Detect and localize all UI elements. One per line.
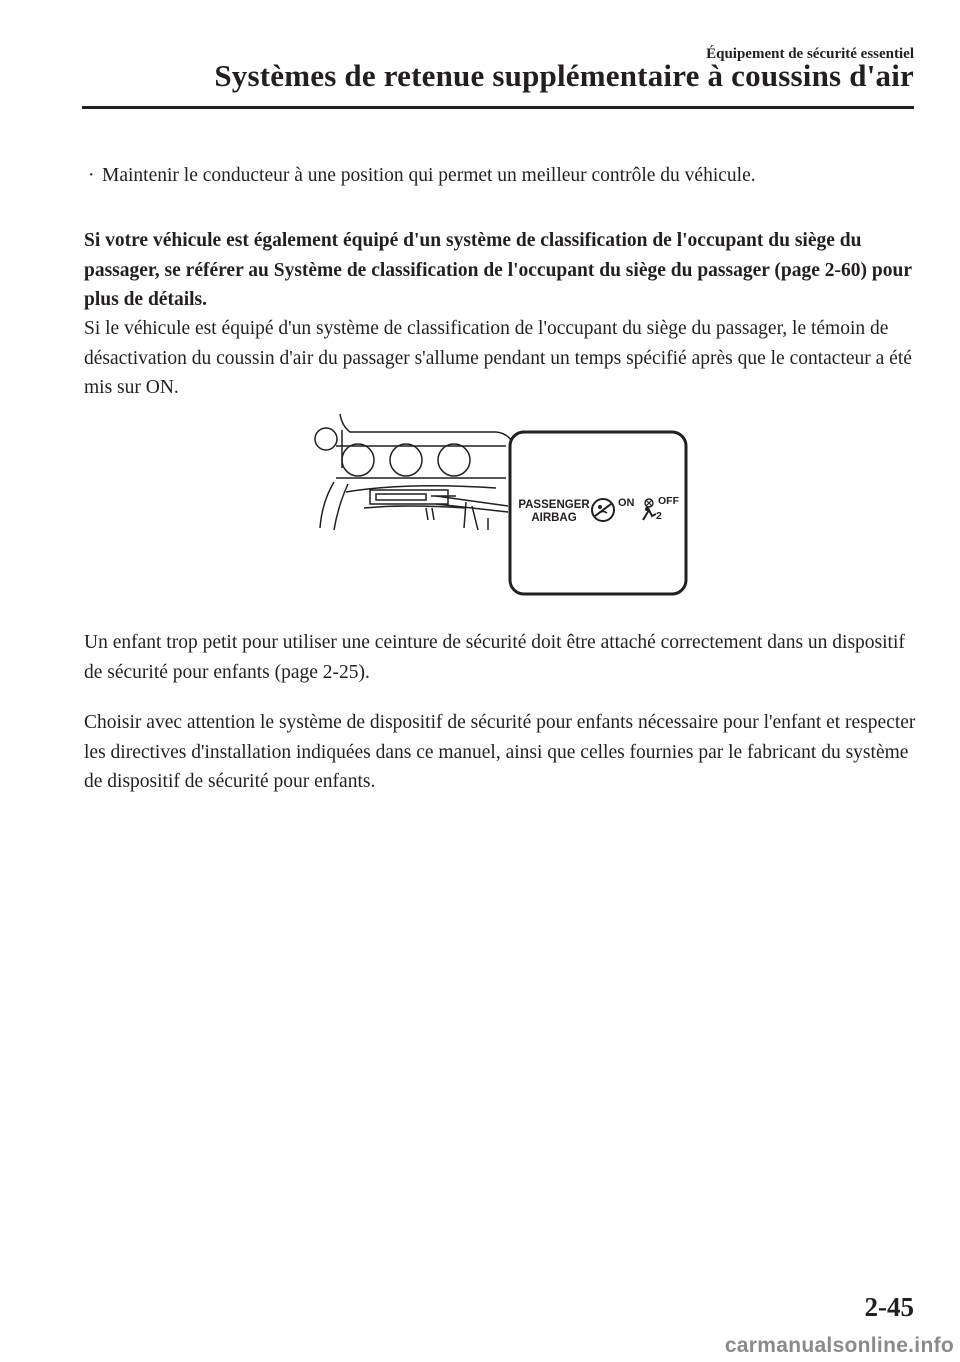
watermark: carmanualsonline.info (724, 1334, 954, 1357)
bullet-text: Maintenir le conducteur à une position qui permet un meilleur contrôle du véhicule. (102, 165, 756, 186)
passenger-label: PASSENGER (518, 499, 590, 511)
dashboard-drawing (315, 414, 511, 530)
off-label: OFF (658, 495, 679, 507)
page-title: Systèmes de retenue supplémentaire à coussins d'air (214, 58, 914, 93)
page-number: 2-45 (864, 1292, 914, 1322)
header-divider (82, 106, 914, 109)
child-restraint-paragraph: Un enfant trop petit pour utiliser une ceinture de sécurité doit être attaché correctement dans un dispositif de sécurité pour enfants (page 2-25). (84, 632, 905, 683)
section-header: Équipement de sécurité essentiel (706, 46, 914, 62)
off-number: 2 (656, 510, 662, 522)
airbag-label: AIRBAG (531, 512, 577, 524)
bullet-dot-icon: · (88, 165, 95, 186)
indicator-paragraph: Si le véhicule est équipé d'un système de classification de l'occupant du siège du passager, le témoin de désactivation du coussin d'air du passager s'allume pendant un temps spécifié après que le contacteur a été mis sur ON. (84, 318, 912, 398)
airbag-indicator-illustration (306, 412, 690, 598)
choose-restraint-paragraph: Choisir avec attention le système de dispositif de sécurité pour enfants nécessaire pour l'enfant et respecter les directives d'installation indiquées dans ce manuel, ainsi que celles fournies par le fabricant du système de dispositif de sécurité pour enfants. (84, 712, 916, 792)
bullet-item (88, 162, 756, 190)
bold-reference-paragraph: Si votre véhicule est également équipé d'un système de classification de l'occupant du siège du passager, se référer au Système de classification de l'occupant du siège du passager (page 2-60) pour plus de détails. (84, 230, 912, 310)
on-label: ON (618, 497, 635, 509)
